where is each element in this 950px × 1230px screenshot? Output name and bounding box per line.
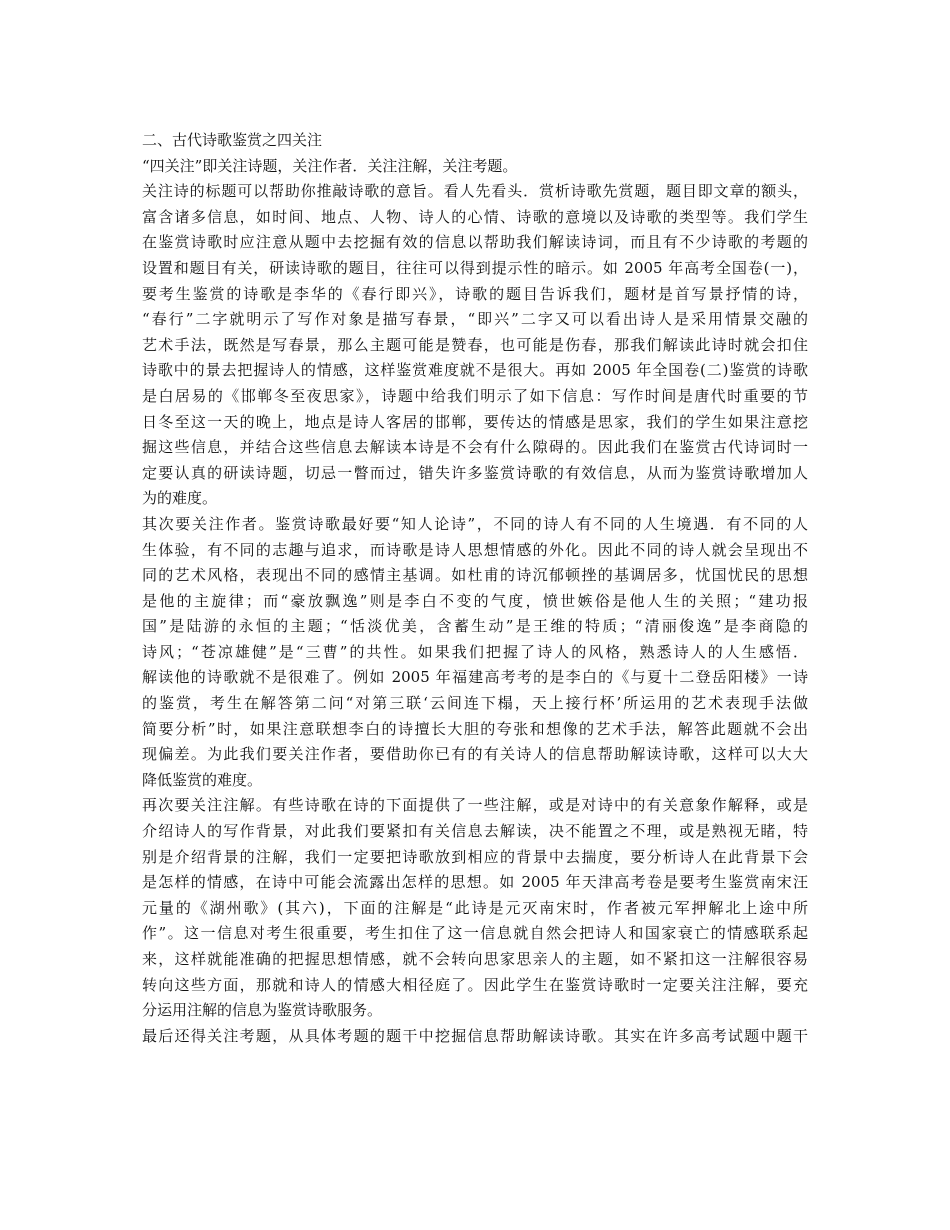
paragraph-line: 诗歌中的景去把握诗人的情感，这样鉴赏难度就不是很大。再如 2005 年全国卷(二)鉴赏的诗歌 — [142, 361, 808, 380]
section-title: 二、古代诗歌鉴赏之四关注 — [142, 131, 323, 149]
paragraph — [142, 1024, 808, 1050]
paragraph-line: 设置和题目有关，研读诗歌的题目，往往可以得到提示性的暗示。如 2005 年高考全国卷(一)， — [142, 258, 808, 277]
paragraph-line: “春行”二字就明示了写作对象是描写春景，“即兴”二字又可以看出诗人是采用情景交融的 — [142, 310, 808, 329]
paragraph — [142, 179, 808, 512]
paragraph — [142, 512, 808, 794]
paragraph-line: 现偏差。为此我们要关注作者，要借助你已有的有关诗人的信息帮助解读诗歌，这样可以大大 — [142, 745, 808, 764]
paragraph-line: 诗风；“苍凉雄健”是“三曹”的共性。如果我们把握了诗人的风格，熟悉诗人的人生感悟． — [142, 642, 808, 661]
paragraph-line: 在鉴赏诗歌时应注意从题中去挖掘有效的信息以帮助我们解读诗词，而且有不少诗歌的考题的 — [142, 233, 808, 252]
paragraph-line: 解读他的诗歌就不是很难了。例如 2005 年福建高考考的是李白的《与夏十二登岳阳楼》一诗 — [142, 668, 808, 687]
paragraph-line: 降低鉴赏的难度。 — [142, 770, 263, 789]
paragraph-line: 再次要关注注解。有些诗歌在诗的下面提供了一些注解，或是对诗中的有关意象作解释，或是 — [142, 796, 808, 815]
paragraph-line: 日冬至这一天的晚上，地点是诗人客居的邯郸，要传达的情感是思家，我们的学生如果注意挖 — [142, 412, 808, 431]
paragraph-line: 简要分析”时，如果注意联想李白的诗擅长大胆的夸张和想像的艺术手法，解答此题就不会出 — [142, 719, 808, 738]
paragraph-line: 为的难度。 — [142, 489, 218, 508]
paragraph-line: 掘这些信息，并结合这些信息去解读本诗是不会有什么隙碍的。因此我们在鉴赏古代诗词时一 — [142, 438, 808, 457]
paragraph-line: 生体验，有不同的志趣与追求，而诗歌是诗人思想情感的外化。因此不同的诗人就会呈现出不 — [142, 540, 808, 559]
paragraph-line: 是怎样的情感，在诗中可能会流露出怎样的思想。如 2005 年天津高考卷是要考生鉴赏南宋汪 — [142, 873, 808, 892]
paragraph-line: 是白居易的《邯郸冬至夜思家》，诗题中给我们明示了如下信息：写作时间是唐代时重要的节 — [142, 386, 808, 405]
paragraph-line: 元量的《湖州歌》(其六)，下面的注解是“此诗是元灭南宋时，作者被元军押解北上途中所 — [142, 898, 808, 917]
paragraph-line: 来，这样就能准确的把握思想情感，就不会转向思家思亲人的主题，如不紧扣这一注解很容易 — [142, 950, 808, 968]
paragraph-line: 要考生鉴赏的诗歌是李华的《春行即兴》，诗歌的题目告诉我们，题材是首写景抒情的诗， — [142, 284, 808, 303]
paragraph-line: 转向这些方面，那就和诗人的情感大相径庭了。因此学生在鉴赏诗歌时一定要关注注解，要充 — [142, 975, 808, 994]
paragraph-line: 介绍诗人的写作背景，对此我们要紧扣有关信息去解读，决不能置之不理，或是熟视无睹，特 — [142, 822, 808, 841]
paragraph-line: 最后还得关注考题，从具体考题的题干中挖掘信息帮助解读诗歌。其实在许多高考试题中题干 — [142, 1026, 808, 1045]
paragraph-line: 的鉴赏，考生在解答第二问“对第三联‘云间连下榻，天上接行杯’所运用的艺术表现手法做 — [142, 694, 808, 713]
paragraph-line: 富含诸多信息，如时间、地点、人物、诗人的心情、诗歌的意境以及诗歌的类型等。我们学生 — [142, 207, 808, 226]
paragraph-line: 同的艺术风格，表现出不同的感情主基调。如杜甫的诗沉郁顿挫的基调居多，忧国忧民的思想 — [142, 566, 808, 585]
paragraph-line: 其次要关注作者。鉴赏诗歌最好要“知人论诗”，不同的诗人有不同的人生境遇．有不同的人 — [142, 514, 808, 533]
paragraph-line: 分运用注解的信息为鉴赏诗歌服务。 — [142, 1001, 383, 1020]
paragraph-line: 国”是陆游的永恒的主题；“恬淡优美，含蓄生动”是王维的特质；“清丽俊逸”是李商隐的 — [142, 617, 808, 636]
paragraphs-container — [142, 179, 808, 1049]
paragraph-line: 关注诗的标题可以帮助你推敲诗歌的意旨。看人先看头．赏析诗歌先赏题，题目即文章的额头， — [142, 182, 808, 201]
paragraph-line: 艺术手法，既然是写春景，那么主题可能是赞春，也可能是伤春，那我们解读此诗时就会扣住 — [142, 335, 808, 354]
paragraph — [142, 793, 808, 1023]
paragraph-line: 别是介绍背景的注解，我们一定要把诗歌放到相应的背景中去揣度，要分析诗人在此背景下会 — [142, 847, 808, 866]
paragraph-line: 是他的主旋律；而“豪放飘逸”则是李白不变的气度，愤世嫉俗是他人生的关照；“建功报 — [142, 591, 808, 610]
paragraph-line: 作”。这一信息对考生很重要，考生扣住了这一信息就自然会把诗人和国家衰亡的情感联系起 — [142, 924, 808, 943]
intro-line: “四关注”即关注诗题，关注作者．关注注解，关注考题。 — [142, 156, 518, 175]
document-body — [142, 128, 808, 1049]
paragraph-line: 定要认真的研读诗题，切忌一瞥而过，错失许多鉴赏诗歌的有效信息，从而为鉴赏诗歌增加人 — [142, 463, 808, 482]
